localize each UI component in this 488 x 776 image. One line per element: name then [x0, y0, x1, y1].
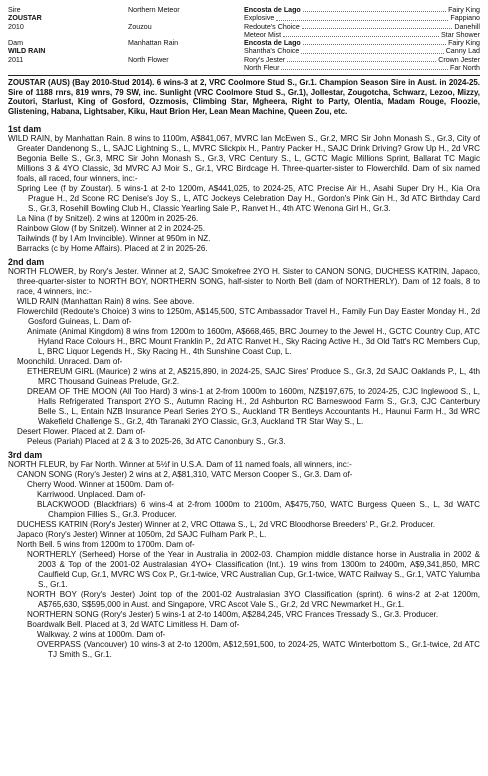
pedigree-col-2: Northern Meteor — [128, 6, 180, 14]
pedigree-col-3 — [244, 39, 480, 47]
pedigree-col-1: 2010 — [8, 22, 24, 31]
pedigree-col-1 — [8, 31, 128, 39]
section-heading: 3rd dam — [8, 450, 43, 460]
pedigree-great-grandparent: Far North — [450, 64, 480, 73]
pedigree-great-grandparent: Fappiano — [450, 14, 480, 23]
pedigree-col-1: Dam — [8, 39, 23, 48]
pedigree-grandparent: Encosta de Lago — [244, 6, 301, 14]
pedigree-col-2: North Flower — [128, 55, 169, 64]
pedigree-entry: OVERPASS (Vancouver) 10 wins-3 at 2-to 1200m, A$12,591,500, to 2024-25, WATC Winterbottom S., Gr.1-twice, 2d ATC TJ Smith S., Gr.1. — [37, 640, 480, 659]
pedigree-great-grandparent: Star Shower — [440, 30, 480, 39]
pedigree-grandparent: Explosive — [244, 14, 275, 23]
pedigree-col-2 — [128, 47, 244, 55]
pedigree-col-3 — [244, 14, 480, 22]
pedigree-entry: Peleus (Pariah) Placed at 2 & 3 to 2025-26, 3d ATC Canonbury S., Gr.3. — [27, 437, 286, 446]
pedigree-col-1: 2011 — [8, 55, 24, 64]
pedigree-grandparent: Meteor Mist — [244, 30, 282, 39]
pedigree-entry: North Bell. 5 wins from 1200m to 1700m. Dam of- — [17, 540, 195, 549]
dot-leader — [303, 39, 446, 45]
dot-leader — [301, 47, 443, 53]
pedigree-col-2 — [128, 64, 244, 72]
pedigree-entry: Japaco (Rory's Jester) Winner at 1050m, 2d SAJC Fulham Park P., L. — [17, 530, 267, 539]
pedigree-entry: Barracks (c by Home Affairs). Placed at 2 in 2025-26. — [17, 244, 208, 253]
pedigree-entry: NORTHERLY (Serheed) Horse of the Year in Australia in 2002-03. Champion middle distance horse in Australia in 2002 & 2003 & Top of the 2001-02 Australasian 4YO+ Classification (Int.). 19 wins from 1300m to 2400m, A$9,341,850, MRC Caulfield Cup, Gr.1, MVRC WS Cox P., Gr.1-twice, VRC Australian Cup, Gr.1-twice, WATC Railway S., Gr.1, VATC Yalumba S., Gr.1. — [27, 550, 480, 589]
pedigree-col-2: Manhattan Rain — [128, 39, 179, 48]
pedigree-col-3 — [244, 31, 480, 39]
dot-leader — [276, 14, 448, 20]
dot-leader — [281, 64, 448, 70]
pedigree-grandparent: Shantha's Choice — [244, 47, 300, 56]
pedigree-col-3 — [244, 56, 480, 64]
family-sections — [8, 124, 480, 660]
pedigree-entry: La Nina (f by Snitzel). 2 wins at 1200m in 2025-26. — [17, 214, 199, 223]
section-heading: 2nd dam — [8, 257, 45, 267]
pedigree-grandparent: Encosta de Lago — [244, 39, 301, 48]
pedigree-grandparent: North Fleur — [244, 64, 280, 73]
sire-summary: ZOUSTAR (AUS) (Bay 2010-Stud 2014). 6 wins-3 at 2, VRC Coolmore Stud S., Gr.1. Champion Season Sire in Aust. in 2024-25. Sire of 1188 rnrs, 819 wnrs, 79 SW, inc. Sunlight (VRC Coolmore Stud S., Gr.1), Jollestar, Zougotcha, Schwarz, Lezoo, Mizzy, Zoutori, Starlust, King of Gosford, Ozzmosis, Climbing Star, Mgheera, Right to Party, Olentia, Madam Rouge, Floozie, Glistening, Habana, Lightsaber, Kiku, Haut Brion Her, Lean Mean Machine, Queen Zou, etc. — [8, 78, 480, 116]
pedigree-col-2 — [128, 14, 244, 22]
pedigree-col-1: ZOUSTAR — [8, 14, 42, 23]
pedigree-great-grandparent: Danehill — [454, 22, 480, 31]
catalogue-page — [8, 0, 480, 660]
pedigree-great-grandparent: Crown Jester — [438, 55, 480, 64]
pedigree-entry: Cherry Wood. Winner at 1500m. Dam of- — [27, 480, 174, 489]
pedigree-grandparent: Redoute's Choice — [244, 22, 300, 31]
pedigree-entry: Flowerchild (Redoute's Choice) 3 wins to 1250m, A$145,500, STC Ambassador Travel H., Family Fun Day Easter Monday H., 2d Gosford Guineas, L. Dam of- — [17, 307, 480, 326]
pedigree-entry: Walkway. 2 wins at 1000m. Dam of- — [37, 630, 166, 639]
pedigree-col-2 — [128, 31, 244, 39]
pedigree-col-3 — [244, 47, 480, 55]
pedigree-entry: NORTHERN SONG (Rory's Jester) 5 wins-1 at 2-to 1400m, A$284,245, VRC Frances Tressady S., Gr.3. Producer. — [27, 610, 439, 619]
pedigree-entry: BLACKWOOD (Blackfriars) 6 wins-4 at 2-from 1000m to 2100m, A$475,750, WATC Burgess Queen S., L, 3d WATC Champion Fillies S., Gr.3. Producer. — [37, 500, 480, 519]
dot-leader — [302, 23, 453, 29]
pedigree-entry: Rainbow Glow (f by Snitzel). Winner at 2 in 2024-25. — [17, 224, 206, 233]
pedigree-entry: Animate (Animal Kingdom) 8 wins from 1200m to 1600m, A$668,465, BRC Journey to the Jewel H., GCTC Country Cup, ATC Hyland Race Colours H., BRC Mount Franklin P., 2d ATC Ranvet H., Sky Racing Active H., 3d Old Tatt's RC Members Cup, L, BRC Liquor Legends H., Sky Racing H., 4th Sunshine Coast Cup, L. — [27, 327, 480, 356]
divider — [8, 75, 480, 76]
pedigree-col-1: WILD RAIN — [8, 47, 46, 56]
pedigree-table — [8, 6, 480, 72]
pedigree-great-grandparent: Canny Lad — [445, 47, 480, 56]
pedigree-entry: WILD RAIN (Manhattan Rain) 8 wins. See above. — [17, 297, 195, 306]
pedigree-entry: DUCHESS KATRIN (Rory's Jester) Winner at 2, VRC Ottawa S., L, 2d VRC Bloodhorse Breeders' P., Gr.2. Producer. — [17, 520, 435, 529]
pedigree-entry: Boardwalk Bell. Placed at 3, 2d WATC Limitless H. Dam of- — [27, 620, 240, 629]
pedigree-entry: Karriwood. Unplaced. Dam of- — [37, 490, 146, 499]
pedigree-col-1: Sire — [8, 6, 21, 14]
dot-leader — [283, 31, 439, 37]
pedigree-col-3 — [244, 23, 480, 31]
pedigree-entry: Tailwinds (f by I Am Invincible). Winner at 950m in NZ. — [17, 234, 211, 243]
pedigree-entry: NORTH FLOWER, by Rory's Jester. Winner at 2, SAJC Smokefree 2YO H. Sister to CANON SONG, DUCHESS KATRIN, Japaco, three-quarter-sister to NORTH BOY, NORTHERN SONG, half-sister to North Bell (dam of NORTHERLY). Dam of 12 foals, 8 to race, 4 winners, inc:- — [8, 267, 480, 296]
pedigree-entry: Moonchild. Unraced. Dam of- — [17, 357, 123, 366]
pedigree-entry: NORTH BOY (Rory's Jester) Joint top of the 2001-02 Australasian 3YO Classification (sprint). 6 wins-2 at 2-at 1200m, A$765,630, S$595,000 in Aust. and Singapore, VRC Ascot Vale S., Gr.2, 2d VRC Newmarket H., Gr.1. — [27, 590, 480, 609]
pedigree-grandparent: Rory's Jester — [244, 55, 286, 64]
pedigree-great-grandparent: Fairy King — [448, 39, 480, 48]
pedigree-entry: Desert Flower. Placed at 2. Dam of- — [17, 427, 146, 436]
pedigree-entry: Spring Lee (f by Zoustar). 5 wins-1 at 2-to 1200m, A$441,025, to 2024-25, ATC Precise Air H., Asahi Super Dry H., Kia Ora Prague H., 2d Scone RC Denise's Joy S., L, ATC Jockeys Celebration Day H., Gordon's Pink Gin H., 3d ATC Birthday Card S., Gr.3, Rosehill Bowling Club H., Classic Yearling Sale P., Ranvet H., 4th ATC Wenona Girl H., Gr.3. — [17, 184, 480, 213]
pedigree-col-3 — [244, 64, 480, 72]
pedigree-entry: WILD RAIN, by Manhattan Rain. 8 wins to 1100m, A$841,067, MVRC Ian McEwen S., Gr.2, MRC Sir John Monash S., Gr.3, City of Greater Dandenong S., L, SAJC Lightning S., L, MVRC Slickpix H., Pantry Packer H., SAJC Drink Driving? Grow Up H., 2d VRC Begonia Belle S., Gr.3, MRC Sir John Monash S., Gr.3, VRC Century S., L, GCTC Magic Millions Sprint, Ballarat TC Magic Millions 3 & 4YO Classic, 3d MVRC AJ Moir S., Gr.1, VRC Birdcage H. Three-quarter-sister to Flowerchild. Dam of six named foals, all raced, four winners, inc:- — [8, 134, 480, 183]
pedigree-entry: CANON SONG (Rory's Jester) 2 wins at 2, A$81,310, VATC Merson Cooper S., Gr.3. Dam of- — [17, 470, 353, 479]
pedigree-great-grandparent: Fairy King — [448, 6, 480, 14]
pedigree-entry: NORTH FLEUR, by Far North. Winner at 5½f in U.S.A. Dam of 11 named foals, all winners, inc:- — [8, 460, 352, 469]
pedigree-entry: DREAM OF THE MOON (All Too Hard) 3 wins-1 at 2-from 1000m to 1600m, NZ$197,675, to 2024-25, CJC Inglewood S., L, Halls Refrigerated Transport 2YO S., Autumn Racing H., 2d Ashburton RC Barneswood Farm S., Gr.3, CJC Canterbury Belle S., L, Entain NZB Insurance Pearl Series 2YO S., Auckland TR Bentleys Accountants H., Haunui Farm H., 3d WRC Wakefield Challenge S., Gr.2, 4th Taranaki 2YO Classic, Gr.3, Auckland TR Star Way S., L. — [27, 387, 480, 426]
dot-leader — [287, 56, 436, 62]
dot-leader — [303, 6, 446, 12]
section-heading: 1st dam — [8, 124, 42, 134]
pedigree-col-1 — [8, 64, 128, 72]
pedigree-entry: ETHEREUM GIRL (Maurice) 2 wins at 2, A$215,890, in 2024-25, SAJC Sires' Produce S., Gr.3, 2d SAJC Oaklands P., L, 4th MRC Thousand Guineas Prelude, Gr.2. — [27, 367, 480, 386]
pedigree-col-2: Zouzou — [128, 22, 152, 31]
pedigree-col-3 — [244, 6, 480, 14]
